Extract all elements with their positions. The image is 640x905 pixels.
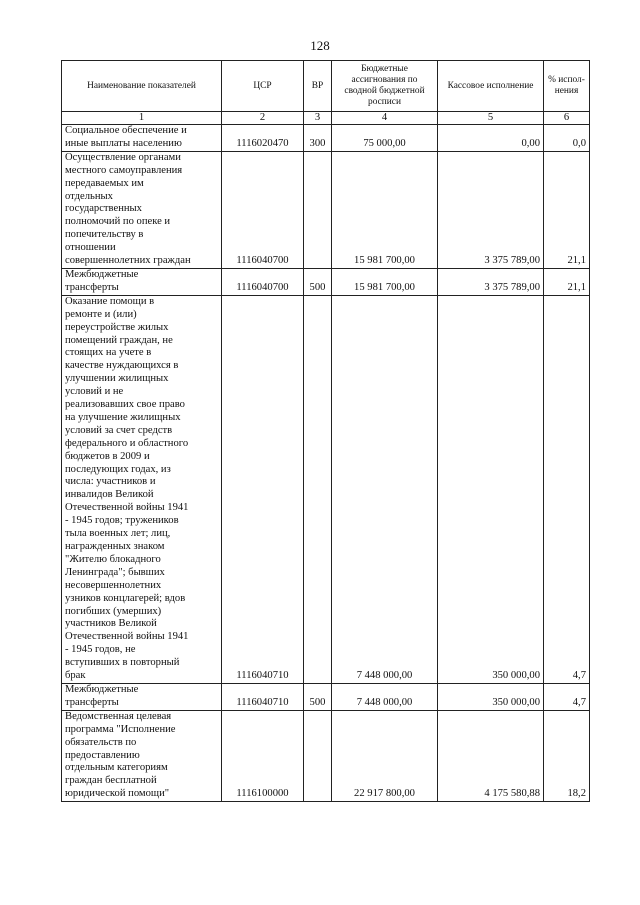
table-row <box>62 295 590 683</box>
row-name: Оказание помощи в ремонте и (или) переустройстве жилых помещений граждан, не стоящих на учете в качестве нуждающихся в улучшении жилищных условий и не реализовавших свое право на улучшение жилищных условий за счет средств федерального и областного бюджетов в 2009 и последующих годах, из числа: участников и инвалидов Великой Отечественной войны 1941 - 1945 годов; тружеников тыла военных лет; лиц, награжденных знаком "Жителю блокадного Ленинграда"; бывших несовершеннолетних узников концлагерей; вдов погибших (умерших) участников Великой Отечественной войны 1941 - 1945 годов, не вступивших в повторный брак <box>62 295 222 683</box>
row-vr: 500 <box>304 683 332 710</box>
row-executed: 3 375 789,00 <box>438 268 544 295</box>
header-percent: % испол-нения <box>544 61 590 112</box>
header-executed: Кассовое исполнение <box>438 61 544 112</box>
table-row <box>62 683 590 710</box>
row-executed: 350 000,00 <box>438 683 544 710</box>
header-budget: Бюджетные ассигнования по сводной бюджетной росписи <box>332 61 438 112</box>
column-number: 3 <box>304 112 332 125</box>
page-number: 128 <box>310 38 330 53</box>
row-name: Межбюджетные трансферты <box>62 268 222 295</box>
row-name: Осуществление органами местного самоуправления передаваемых им отдельных государственных полномочий по опеке и попечительству в отношении совершеннолетних граждан <box>62 151 222 268</box>
table-row <box>62 125 590 152</box>
table-row <box>62 151 590 268</box>
table-header-row <box>62 61 590 112</box>
row-percent: 21,1 <box>544 151 590 268</box>
row-percent: 18,2 <box>544 710 590 801</box>
row-budget: 15 981 700,00 <box>332 268 438 295</box>
row-budget: 7 448 000,00 <box>332 683 438 710</box>
row-budget: 75 000,00 <box>332 125 438 152</box>
column-number: 5 <box>438 112 544 125</box>
row-name: Межбюджетные трансферты <box>62 683 222 710</box>
row-executed: 4 175 580,88 <box>438 710 544 801</box>
row-vr <box>304 151 332 268</box>
row-csr: 1116100000 <box>222 710 304 801</box>
row-budget: 7 448 000,00 <box>332 295 438 683</box>
row-vr: 500 <box>304 268 332 295</box>
budget-execution-table <box>61 60 590 802</box>
row-percent: 21,1 <box>544 268 590 295</box>
row-vr <box>304 295 332 683</box>
table-row <box>62 710 590 801</box>
header-vr: ВР <box>304 61 332 112</box>
column-number-row <box>62 112 590 125</box>
column-number: 2 <box>222 112 304 125</box>
row-name: Социальное обеспечение и иные выплаты населению <box>62 125 222 152</box>
row-executed: 3 375 789,00 <box>438 151 544 268</box>
row-budget: 15 981 700,00 <box>332 151 438 268</box>
row-executed: 0,00 <box>438 125 544 152</box>
column-number: 6 <box>544 112 590 125</box>
row-csr: 1116040700 <box>222 268 304 295</box>
header-csr: ЦСР <box>222 61 304 112</box>
row-percent: 4,7 <box>544 295 590 683</box>
row-executed: 350 000,00 <box>438 295 544 683</box>
column-number: 1 <box>62 112 222 125</box>
row-percent: 4,7 <box>544 683 590 710</box>
row-vr: 300 <box>304 125 332 152</box>
header-name: Наименование показателей <box>62 61 222 112</box>
row-budget: 22 917 800,00 <box>332 710 438 801</box>
column-number: 4 <box>332 112 438 125</box>
row-csr: 1116020470 <box>222 125 304 152</box>
row-percent: 0,0 <box>544 125 590 152</box>
row-vr <box>304 710 332 801</box>
row-name: Ведомственная целевая программа "Исполнение обязательств по предоставлению отдельным категориям граждан бесплатной юридической помощи" <box>62 710 222 801</box>
row-csr: 1116040710 <box>222 295 304 683</box>
row-csr: 1116040700 <box>222 151 304 268</box>
table-row <box>62 268 590 295</box>
row-csr: 1116040710 <box>222 683 304 710</box>
